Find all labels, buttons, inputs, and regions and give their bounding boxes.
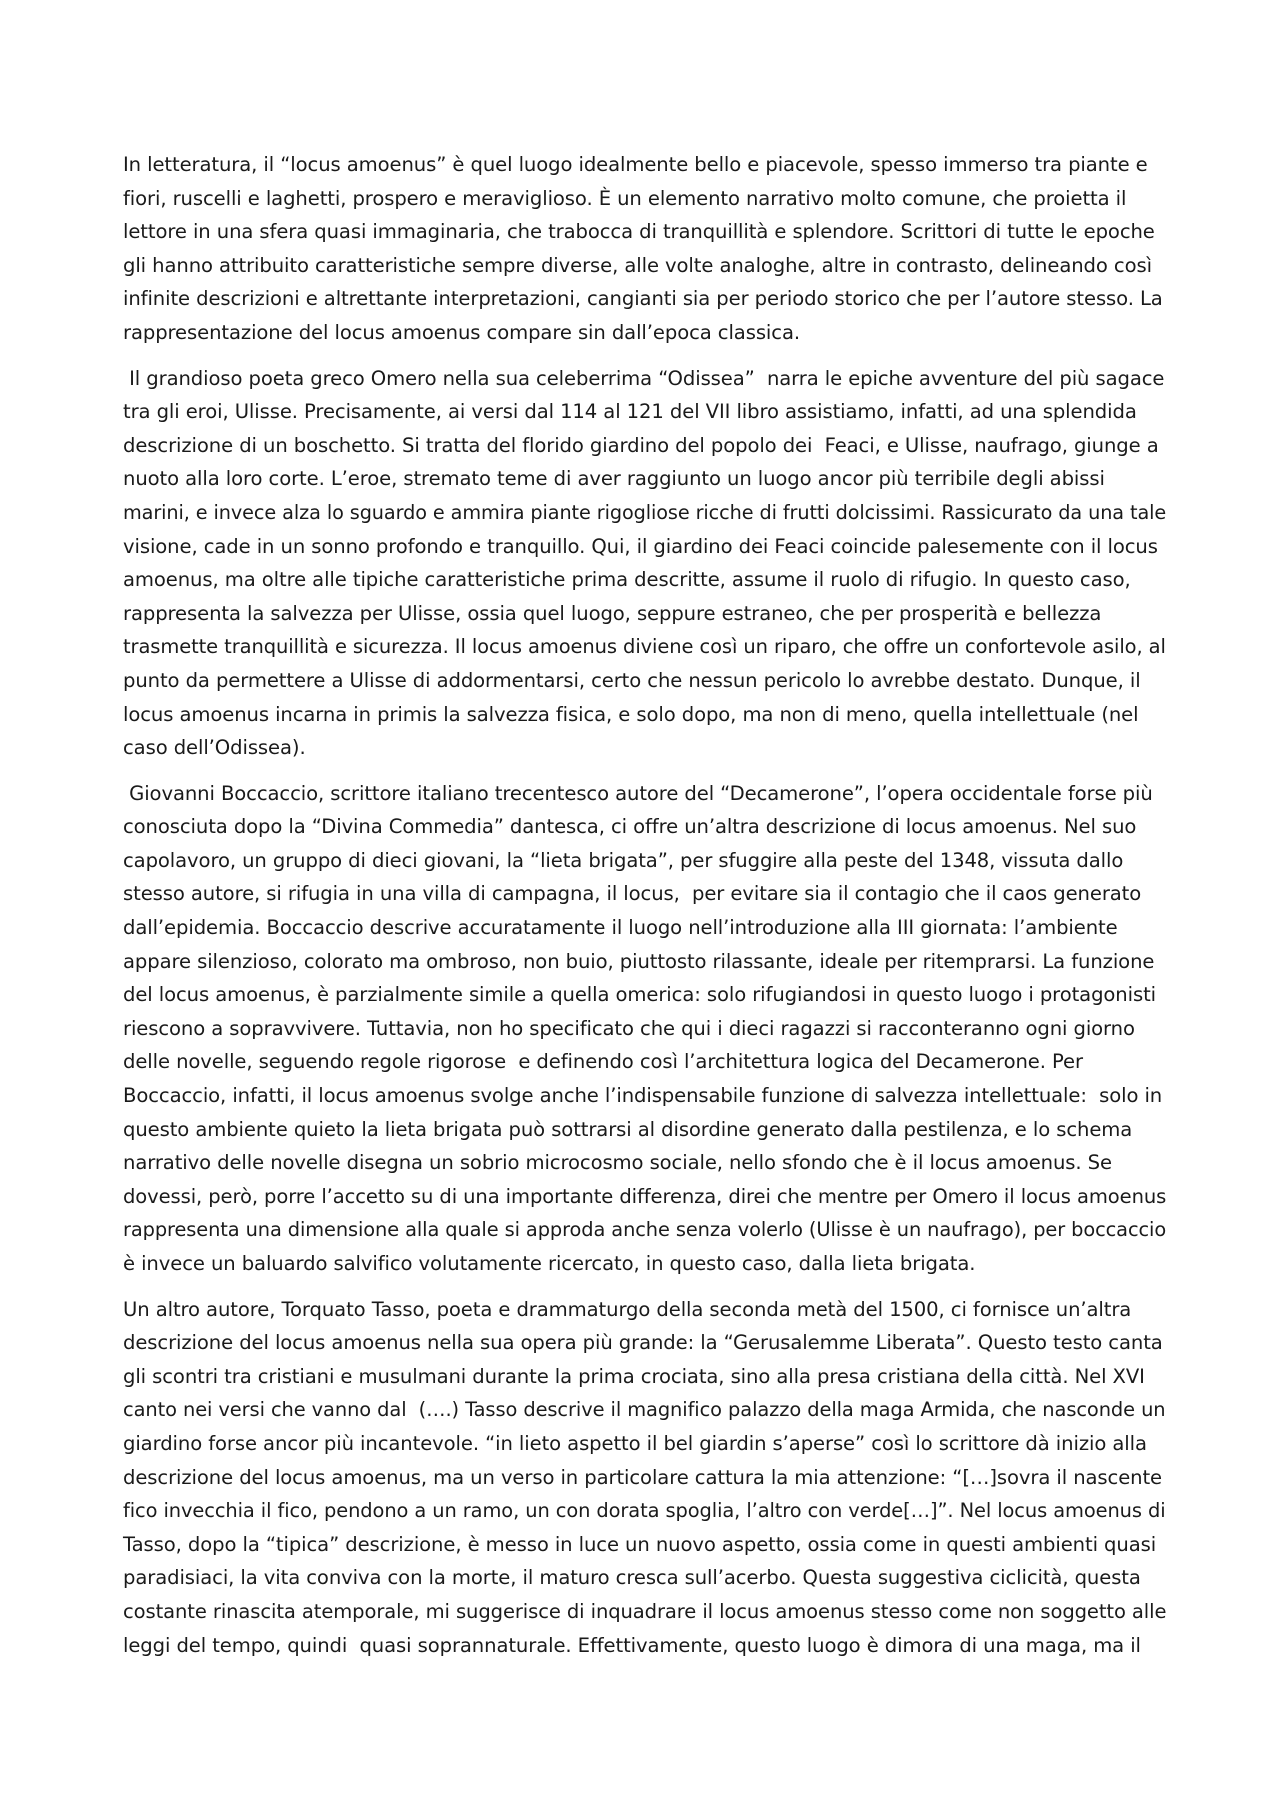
text-line: Tasso, dopo la “tipica” descrizione, è messo in luce un nuovo aspetto, ossia come in questi ambienti quasi [123,1532,1157,1556]
text-line: descrizione di un boschetto. Si tratta del florido giardino del popolo dei Feaci, e Ulisse, naufrago, giunge a [123,433,1159,457]
text-line: narrativo delle novelle disegna un sobrio microcosmo sociale, nello sfondo che è il locus amoenus. Se [123,1151,1112,1175]
paragraph-omero [123,362,1166,765]
text-line: marini, e invece alza lo sguardo e ammira piante rigogliose ricche di frutti dolcissimi. Rassicurato da una tale [123,500,1167,524]
text-line: fiori, ruscelli e laghetti, prospero e meraviglioso. È un elemento narrativo molto comune, che proietta il [123,186,1127,210]
text-line: descrizione del locus amoenus, ma un verso in particolare cattura la mia attenzione: “[…]sovra il nascente [123,1465,1163,1489]
text-line: In letteratura, il “locus amoenus” è quel luogo idealmente bello e piacevole, spesso immerso tra piante e [123,153,1148,176]
text-line: riescono a sopravvivere. Tuttavia, non ho specificato che qui i dieci ragazzi si racconteranno ogni giorno [123,1016,1135,1040]
text-line: rappresentazione del locus amoenus compare sin dall’epoca classica. [123,320,800,344]
text-line: fico invecchia il fico, pendono a un ramo, un con dorata spoglia, l’altro con verde[…]”. Nel locus amoenus di [123,1499,1166,1523]
text-line: appare silenzioso, colorato ma ombroso, non buio, piuttosto rilassante, ideale per ritemprarsi. La funzione [123,949,1155,973]
text-line: rappresenta una dimensione alla quale si approda anche senza volerlo (Ulisse è un naufrago), per boccaccio [123,1218,1167,1242]
text-line: conosciuta dopo la “Divina Commedia” dantesca, ci offre un’altra descrizione di locus amoenus. Nel suo [123,815,1137,839]
text-line: tra gli eroi, Ulisse. Precisamente, ai versi dal 114 al 121 del VII libro assistiamo, infatti, ad una splendida [123,400,1137,424]
text-line: giardino forse ancor più incantevole. “in lieto aspetto il bel giardin s’aperse” così lo scrittore dà inizio alla [123,1431,1147,1455]
text-line: capolavoro, un gruppo di dieci giovani, la “lieta brigata”, per sfuggire alla peste del 1348, vissuta dallo [123,848,1124,872]
document-body [123,148,1166,1674]
text-line: descrizione del locus amoenus nella sua opera più grande: la “Gerusalemme Liberata”. Questo testo canta [123,1331,1163,1355]
text-line: costante rinascita atemporale, mi suggerisce di inquadrare il locus amoenus stesso come non soggetto alle [123,1599,1167,1623]
text-line: dovessi, però, porre l’accetto su di una importante differenza, direi che mentre per Omero il locus amoenus [123,1184,1167,1208]
paragraph-boccaccio [123,777,1166,1281]
text-line: canto nei versi che vanno dal (….) Tasso descrive il magnifico palazzo della maga Armida, che nasconde un [123,1398,1166,1422]
text-line: locus amoenus incarna in primis la salvezza fisica, e solo dopo, ma non di meno, quella intellettuale (nel [123,702,1139,726]
text-line: lettore in una sfera quasi immaginaria, che trabocca di tranquillità e splendore. Scrittori di tutte le epoche [123,220,1155,244]
text-line: Giovanni Boccaccio, scrittore italiano trecentesco autore del “Decamerone”, l’opera occidentale forse più [123,781,1153,805]
text-line: Un altro autore, Torquato Tasso, poeta e drammaturgo della seconda metà del 1500, ci fornisce un’altra [123,1297,1132,1321]
paragraph-intro [123,148,1166,350]
text-line: trasmette tranquillità e sicurezza. Il locus amoenus diviene così un riparo, che offre un confortevole asilo, al [123,635,1166,659]
text-line: infinite descrizioni e altrettante interpretazioni, cangianti sia per periodo storico che per l’autore stesso. La [123,287,1163,311]
text-line: gli hanno attribuito caratteristiche sempre diverse, alle volte analoghe, altre in contrasto, delineando così [123,253,1152,277]
text-line: stesso autore, si rifugia in una villa di campagna, il locus, per evitare sia il contagio che il caos generato [123,882,1142,906]
paragraph-tasso [123,1293,1166,1663]
text-line: leggi del tempo, quindi quasi soprannaturale. Effettivamente, questo luogo è dimora di una maga, ma il [123,1633,1141,1657]
text-line: dall’epidemia. Boccaccio descrive accuratamente il luogo nell’introduzione alla III giornata: l’ambiente [123,916,1118,940]
text-line: del locus amoenus, è parzialmente simile a quella omerica: solo rifugiandosi in questo luogo i protagonisti [123,983,1156,1007]
text-line: è invece un baluardo salvifico volutamente ricercato, in questo caso, dalla lieta brigata. [123,1252,976,1275]
text-line: nuoto alla loro corte. L’eroe, stremato teme di aver raggiunto un luogo ancor più terribile degli abissi [123,467,1105,491]
text-line: Il grandioso poeta greco Omero nella sua celeberrima “Odissea” narra le epiche avventure del più sagace [123,366,1165,390]
text-line: caso dell’Odissea). [123,736,306,760]
text-line: amoenus, ma oltre alle tipiche caratteristiche prima descritte, assume il ruolo di rifugio. In questo caso, [123,568,1131,592]
text-line: questo ambiente quieto la lieta brigata può sottrarsi al disordine generato dalla pestilenza, e lo schema [123,1117,1133,1141]
text-line: visione, cade in un sonno profondo e tranquillo. Qui, il giardino dei Feaci coincide palesemente con il locus [123,534,1158,558]
text-line: delle novelle, seguendo regole rigorose e definendo così l’architettura logica del Decamerone. Per [123,1050,1083,1074]
text-line: punto da permettere a Ulisse di addormentarsi, certo che nessun pericolo lo avrebbe destato. Dunque, il [123,668,1141,692]
text-line: gli scontri tra cristiani e musulmani durante la prima crociata, sino alla presa cristiana della città. Nel XVI [123,1364,1145,1388]
text-line: Boccaccio, infatti, il locus amoenus svolge anche l’indispensabile funzione di salvezza intellettuale: solo in [123,1084,1163,1108]
text-line: paradisiaci, la vita conviva con la morte, il maturo cresca sull’acerbo. Questa suggestiva ciclicità, questa [123,1566,1141,1590]
text-line: rappresenta la salvezza per Ulisse, ossia quel luogo, seppure estraneo, che per prosperità e bellezza [123,601,1102,625]
